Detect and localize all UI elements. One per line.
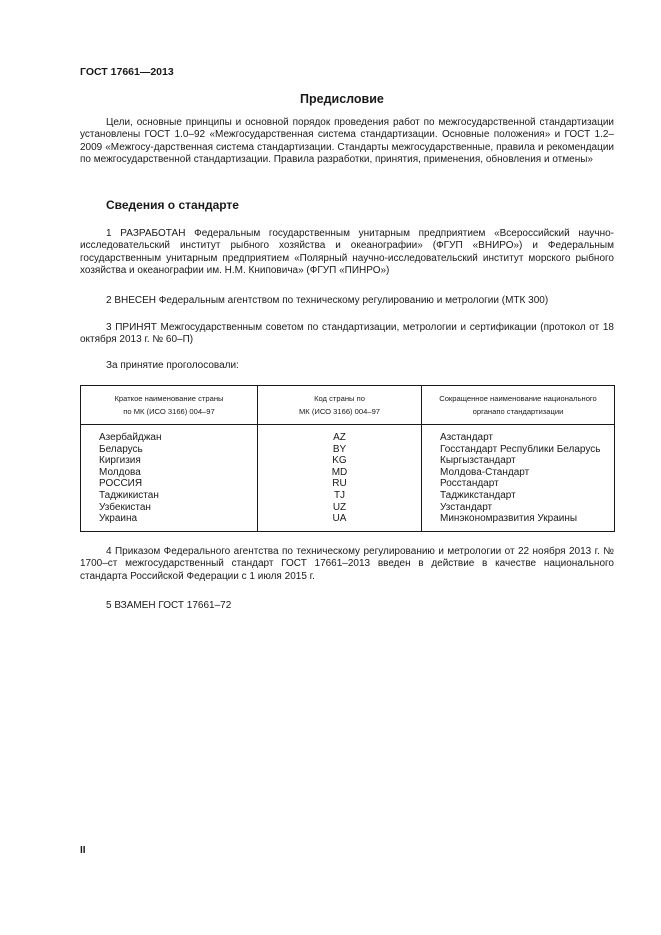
foreword-title: Предисловие [300, 92, 384, 106]
header-standards-body: Сокращенное наименование национального органапо стандартизации [422, 386, 615, 425]
page-number: II [80, 845, 86, 856]
country-cell: Азербайджан [99, 432, 162, 443]
header-code: Код страны по МК (ИСО 3166) 004–97 [258, 386, 422, 425]
info-item-3: 3 ПРИНЯТ Межгосударственным советом по стандартизации, метрологии и сертификации (протокол от 18 октября 2013 г. № 60–П) [80, 322, 614, 346]
country-cell: Украина [99, 513, 138, 525]
country-cell: Таджикистан [99, 489, 159, 501]
votes-label: За принятие проголосовали: [106, 360, 239, 371]
voting-table [80, 385, 615, 532]
standards-body-cell: Узстандарт [440, 501, 493, 513]
code-cell: MD [331, 466, 348, 478]
country-cell: РОССИЯ [99, 478, 143, 490]
code-cell: AZ [333, 432, 346, 443]
foreword-text: Цели, основные принципы и основной порядок проведения работ по межгосударственной стандартизации установлены ГОСТ 1.0–92 «Межгосударственная система стандартизации. Основные положения» и ГОСТ 1.2–2009 «Межгосу-дарственная система стандартизации. Стандарты межгосударственные, правила и рекомендации по межгосударственной стандартизации. Правила разработки, принятия, применения, обновления и отмены» [80, 117, 614, 166]
country-cell: Киргизия [99, 455, 141, 467]
standards-body-cell: Таджикстандарт [440, 489, 516, 501]
header-country: Краткое наименование страны по МК (ИСО 3166) 004–97 [81, 386, 258, 425]
standard-code: ГОСТ 17661—2013 [80, 66, 174, 78]
standards-body-cell: Молдова-Стандарт [440, 466, 530, 478]
standards-body-cell: Азстандарт [440, 432, 494, 443]
standard-info-title: Сведения о стандарте [106, 198, 239, 212]
country-cell: Беларусь [99, 443, 143, 455]
standards-body-column [422, 425, 615, 532]
voting-table-header [81, 386, 615, 425]
standards-body-cell: Кыргызстандарт [440, 455, 516, 467]
standards-body-cell: Минэкономразвития Украины [440, 513, 578, 525]
info-item-1: 1 РАЗРАБОТАН Федеральным государственным унитарным предприятием «Всероссийский научно-исследовательский институт рыбного хозяйства и океанографии» (ФГУП «ВНИРО») и Федеральным государственным унитарным предприятием «Полярный научно-исследовательский институт морского рыбного хозяйства и океанографии им. Н.М. Книповича» (ФГУП «ПИНРО») [80, 228, 614, 277]
code-cell: TJ [333, 489, 346, 501]
code-cell: BY [332, 443, 347, 455]
info-item-5: 5 ВЗАМЕН ГОСТ 17661–72 [106, 600, 232, 611]
code-column [258, 425, 422, 532]
code-cell: UZ [332, 501, 347, 513]
standards-body-cell: Росстандарт [440, 478, 499, 490]
code-cell: RU [332, 478, 347, 490]
info-item-2: 2 ВНЕСЕН Федеральным агентством по техническому регулированию и метрологии (МТК 300) [106, 295, 549, 306]
country-cell: Молдова [99, 466, 141, 478]
standards-body-cell: Госстандарт Республики Беларусь [440, 443, 601, 455]
country-cell: Узбекистан [99, 501, 151, 513]
voting-table-body [81, 425, 615, 532]
code-cell: KG [332, 455, 347, 467]
code-cell: UA [332, 513, 347, 525]
info-item-4: 4 Приказом Федерального агентства по техническому регулированию и метрологии от 22 ноября 2013 г. № 1700–ст межгосударственный стандарт ГОСТ 17661–2013 введен в действие в качестве национального стандарта Российской Федерации с 1 июля 2015 г. [80, 546, 614, 582]
country-column [81, 425, 258, 532]
